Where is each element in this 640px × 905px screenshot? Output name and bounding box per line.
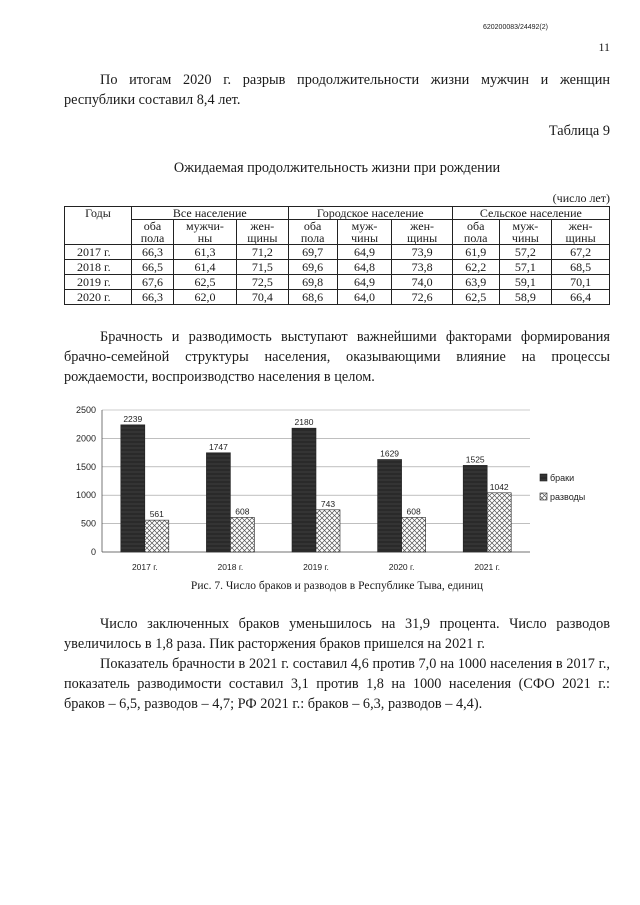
table-cell: 68,5 <box>552 260 610 275</box>
table-subheader-line: щины <box>247 231 278 245</box>
table-cell: 61,3 <box>173 245 236 260</box>
bar-divorces <box>316 510 340 552</box>
table-cell: 69,6 <box>288 260 337 275</box>
paragraph-life-expectancy-gap: По итогам 2020 г. разрыв продолжительности жизни мужчин и женщин республики составил 8,4 лет. <box>64 72 610 108</box>
bar-divorces <box>402 517 426 552</box>
bar-divorces <box>487 493 511 552</box>
data-label: 1629 <box>380 448 400 459</box>
table-subheader-line: чины <box>511 231 539 245</box>
table-subheader-line: ны <box>197 231 213 245</box>
y-tick-label: 0 <box>90 547 96 557</box>
table-cell: 66,3 <box>132 290 174 305</box>
x-tick-label: 2017 г. <box>131 562 158 572</box>
table-cell: 72,5 <box>237 275 289 290</box>
table-cell: 72,6 <box>392 290 452 305</box>
paragraph-text: Число заключенных браков уменьшилось на 31,9 процента. Число разводов увеличилось в 1,8 раза. Пик расторжения браков пришелся на 2021 г. <box>64 616 610 652</box>
table-subheader-line: оба <box>143 219 162 233</box>
bar-marriages <box>121 425 145 552</box>
table-cell: 59,1 <box>499 275 551 290</box>
table-cell: 69,7 <box>288 245 337 260</box>
life-expectancy-table <box>64 206 610 305</box>
table-title: Ожидаемая продолжительность жизни при рождении <box>173 160 501 176</box>
data-label: 2180 <box>294 417 314 428</box>
table-subheader <box>173 220 236 245</box>
bar-divorces <box>145 520 169 552</box>
bar-marriages <box>292 428 316 552</box>
table-subheader <box>237 220 289 245</box>
y-tick-label: 2000 <box>75 433 96 444</box>
table-header-years: Годы <box>65 207 132 245</box>
table-units: (число лет) <box>552 191 610 205</box>
table-cell: 70,1 <box>552 275 610 290</box>
table-subheader-line: чины <box>351 231 379 245</box>
table-cell: 67,6 <box>132 275 174 290</box>
table-cell: 64,0 <box>337 290 392 305</box>
chart-caption: Рис. 7. Число браков и разводов в Республике Тыва, единиц <box>190 580 484 592</box>
bar-marriages <box>463 465 487 552</box>
document-id: 620200083/24492(2) <box>482 24 548 31</box>
table-subheader-line: щины <box>565 231 596 245</box>
table-cell: 66,4 <box>552 290 610 305</box>
table-cell: 61,4 <box>173 260 236 275</box>
paragraph-marriage-stats <box>64 614 610 714</box>
legend-swatch <box>540 474 547 481</box>
table-subheader <box>499 220 551 245</box>
paragraph-text: Показатель брачности в 2021 г. составил 4,6 против 7,0 на 1000 населения в 2017 г., показатель разводимости составил 3,1 против 1,8 на 1000 населения (СФО 2021 г.: браков – 6,5, разводов – 4,7; РФ 2021 г.: браков – 6,3, разводов – 4,4). <box>64 656 610 712</box>
legend-label: разводы <box>550 492 586 502</box>
table-cell: 66,3 <box>132 245 174 260</box>
table-cell-year: 2020 г. <box>65 290 132 305</box>
table-subheader-line: мужчи- <box>186 219 224 233</box>
marriages-divorces-chart <box>62 398 622 578</box>
x-tick-label: 2020 г. <box>388 562 415 572</box>
table-subheader-line: оба <box>466 219 485 233</box>
table-cell: 71,2 <box>237 245 289 260</box>
table-subheader-line: щины <box>407 231 438 245</box>
table-cell: 67,2 <box>552 245 610 260</box>
table-subheader <box>337 220 392 245</box>
table-cell: 64,9 <box>337 245 392 260</box>
table-subheader <box>452 220 499 245</box>
table-subheader <box>132 220 174 245</box>
table-cell: 58,9 <box>499 290 551 305</box>
table-cell: 57,2 <box>499 245 551 260</box>
table-cell: 66,5 <box>132 260 174 275</box>
table-cell: 57,1 <box>499 260 551 275</box>
table-subheader <box>392 220 452 245</box>
x-tick-label: 2018 г. <box>217 562 244 572</box>
table-cell-year: 2018 г. <box>65 260 132 275</box>
data-label: 561 <box>149 509 164 520</box>
table-row <box>65 245 610 260</box>
table-subheader-line: пола <box>463 231 488 245</box>
data-label: 743 <box>320 498 336 509</box>
table-subheader-line: жен- <box>410 219 435 233</box>
table-cell: 73,9 <box>392 245 452 260</box>
legend-swatch <box>540 493 547 500</box>
data-label: 1525 <box>465 454 485 465</box>
table-header-group: Все население <box>132 207 289 220</box>
paragraph-text: Брачность и разводимость выступают важнейшими факторами формирования брачно-семейной структуры населения, оказывающими влияние на процессы рождаемости, воспроизводство населения в целом. <box>64 329 610 385</box>
table-cell: 71,5 <box>237 260 289 275</box>
table-header-group: Сельское население <box>452 207 609 220</box>
table-cell: 62,0 <box>173 290 236 305</box>
table-subheader-line: муж- <box>512 219 539 233</box>
table-subheader-line: жен- <box>250 219 275 233</box>
table-cell: 74,0 <box>392 275 452 290</box>
bar-divorces <box>230 517 254 552</box>
table-subheader-line: муж- <box>351 219 378 233</box>
page-number: 11 <box>598 40 610 54</box>
table-subheader <box>288 220 337 245</box>
table-cell-year: 2019 г. <box>65 275 132 290</box>
table-cell: 62,5 <box>452 290 499 305</box>
data-label: 608 <box>406 506 421 517</box>
data-label: 608 <box>235 506 250 517</box>
x-tick-label: 2019 г. <box>303 562 329 572</box>
table-cell: 69,8 <box>288 275 337 290</box>
table-cell: 64,8 <box>337 260 392 275</box>
table-cell: 61,9 <box>452 245 499 260</box>
data-label: 2239 <box>123 413 143 424</box>
table-cell: 73,8 <box>392 260 452 275</box>
bar-marriages <box>378 459 402 552</box>
data-label: 1042 <box>489 481 509 492</box>
table-subheader-line: пола <box>140 231 165 245</box>
table-subheader-line: пола <box>300 231 325 245</box>
y-tick-label: 2500 <box>75 405 96 415</box>
table-cell: 68,6 <box>288 290 337 305</box>
paragraph-marriage-intro <box>64 327 610 387</box>
table-subheader-line: жен- <box>568 219 593 233</box>
table-cell: 70,4 <box>237 290 289 305</box>
table-cell-year: 2017 г. <box>65 245 132 260</box>
table-cell: 63,9 <box>452 275 499 290</box>
legend-label: браки <box>550 473 575 483</box>
bar-marriages <box>206 453 230 552</box>
table-number: Таблица 9 <box>548 123 610 139</box>
y-tick-label: 500 <box>80 518 96 529</box>
y-tick-label: 1000 <box>75 490 96 501</box>
x-tick-label: 2021 г. <box>474 562 501 572</box>
table-row <box>65 290 610 305</box>
y-tick-label: 1500 <box>75 461 96 472</box>
table-cell: 62,2 <box>452 260 499 275</box>
table-cell: 64,9 <box>337 275 392 290</box>
table-row <box>65 260 610 275</box>
table-subheader-line: оба <box>303 219 322 233</box>
data-label: 1747 <box>208 441 228 452</box>
table-cell: 62,5 <box>173 275 236 290</box>
table-header-group: Городское население <box>288 207 452 220</box>
table-row <box>65 275 610 290</box>
table-subheader <box>552 220 610 245</box>
